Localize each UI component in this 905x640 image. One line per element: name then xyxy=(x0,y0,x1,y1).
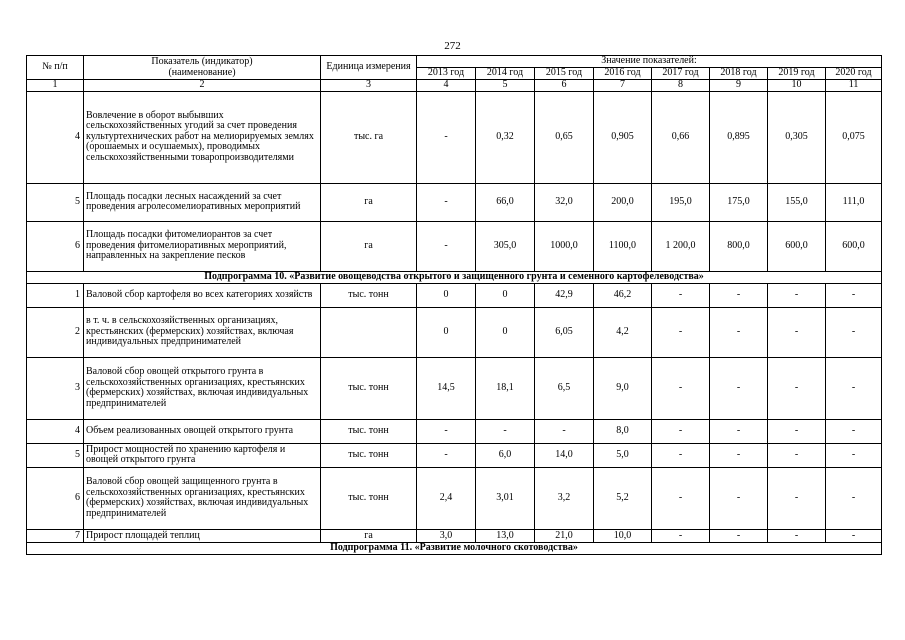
row-value: - xyxy=(652,529,710,543)
row-unit: тыс. тонн xyxy=(321,419,417,443)
table-row xyxy=(27,283,882,307)
row-value: 4,2 xyxy=(594,307,652,357)
row-indicator: Площадь посадки фитомелиорантов за счет проведения фитомелиоративных мероприятий, направленных на закрепление песков xyxy=(84,221,321,271)
row-num: 5 xyxy=(27,183,84,221)
row-value: 46,2 xyxy=(594,283,652,307)
row-value: - xyxy=(826,443,882,467)
header-values: Значение показателей: xyxy=(417,56,882,68)
header-num: № п/п xyxy=(27,56,84,80)
header-unit: Единица измерения xyxy=(321,56,417,80)
subprogram-title: Подпрограмма 11. «Развитие молочного скотоводства» xyxy=(27,543,882,555)
row-num: 6 xyxy=(27,467,84,529)
row-value: 9,0 xyxy=(594,357,652,419)
row-value: - xyxy=(417,419,476,443)
table-row xyxy=(27,443,882,467)
row-value: 0 xyxy=(476,283,535,307)
header-year: 2013 год xyxy=(417,68,476,80)
column-index: 8 xyxy=(652,80,710,92)
column-index: 7 xyxy=(594,80,652,92)
row-value: 175,0 xyxy=(710,183,768,221)
header-year: 2014 год xyxy=(476,68,535,80)
row-value: - xyxy=(768,419,826,443)
table-row xyxy=(27,357,882,419)
row-value: - xyxy=(768,443,826,467)
header-year: 2020 год xyxy=(826,68,882,80)
row-indicator: Валовой сбор картофеля во всех категориях хозяйств xyxy=(84,283,321,307)
row-num: 7 xyxy=(27,529,84,543)
column-index: 2 xyxy=(84,80,321,92)
row-value: - xyxy=(826,307,882,357)
row-value: 0,65 xyxy=(535,91,594,183)
column-index: 11 xyxy=(826,80,882,92)
row-value: - xyxy=(826,419,882,443)
row-indicator: в т. ч. в сельскохозяйственных организациях, крестьянских (фермерских) хозяйствах, включая индивидуальных предпринимателей xyxy=(84,307,321,357)
row-value: - xyxy=(652,307,710,357)
row-value: - xyxy=(652,357,710,419)
row-value: - xyxy=(826,357,882,419)
row-value: - xyxy=(417,91,476,183)
row-value: - xyxy=(652,283,710,307)
row-num: 1 xyxy=(27,283,84,307)
table-row xyxy=(27,91,882,183)
row-value: 0,905 xyxy=(594,91,652,183)
table-row xyxy=(27,529,882,543)
row-unit: га xyxy=(321,221,417,271)
column-index: 3 xyxy=(321,80,417,92)
column-index: 6 xyxy=(535,80,594,92)
row-value: - xyxy=(535,419,594,443)
header-year: 2017 год xyxy=(652,68,710,80)
row-unit: тыс. тонн xyxy=(321,467,417,529)
row-value: 3,01 xyxy=(476,467,535,529)
row-num: 2 xyxy=(27,307,84,357)
table-row xyxy=(27,307,882,357)
row-value: 66,0 xyxy=(476,183,535,221)
row-value: - xyxy=(710,283,768,307)
row-num: 3 xyxy=(27,357,84,419)
header-year: 2015 год xyxy=(535,68,594,80)
row-indicator: Прирост площадей теплиц xyxy=(84,529,321,543)
row-value: 0,66 xyxy=(652,91,710,183)
column-index: 10 xyxy=(768,80,826,92)
row-value: 5,0 xyxy=(594,443,652,467)
row-value: - xyxy=(710,307,768,357)
indicators-table xyxy=(26,55,882,555)
table-row xyxy=(27,467,882,529)
column-index: 1 xyxy=(27,80,84,92)
row-value: 1000,0 xyxy=(535,221,594,271)
row-indicator: Вовлечение в оборот выбывших сельскохозяйственных угодий за счет проведения культуртехнических работ на мелиорируемых землях (орошаемых и осушаемых), проводимых сельскохозяйственными товаропроизводителями xyxy=(84,91,321,183)
row-num: 6 xyxy=(27,221,84,271)
row-value: 0,895 xyxy=(710,91,768,183)
header-year: 2018 год xyxy=(710,68,768,80)
row-value: - xyxy=(476,419,535,443)
header-year: 2019 год xyxy=(768,68,826,80)
row-value: 0,32 xyxy=(476,91,535,183)
row-indicator: Прирост мощностей по хранению картофеля и овощей открытого грунта xyxy=(84,443,321,467)
row-value: - xyxy=(826,467,882,529)
subprogram-title: Подпрограмма 10. «Развитие овощеводства открытого и защищенного грунта и семенного картофелеводства» xyxy=(27,271,882,283)
row-value: 0,305 xyxy=(768,91,826,183)
row-value: 18,1 xyxy=(476,357,535,419)
row-unit: га xyxy=(321,183,417,221)
page-number: 272 xyxy=(444,40,461,52)
row-value: 10,0 xyxy=(594,529,652,543)
row-unit: тыс. га xyxy=(321,91,417,183)
row-value: 600,0 xyxy=(768,221,826,271)
column-index: 9 xyxy=(710,80,768,92)
row-value: - xyxy=(826,283,882,307)
row-value: 14,5 xyxy=(417,357,476,419)
row-indicator: Площадь посадки лесных насаждений за счет проведения агролесомелиоративных мероприятий xyxy=(84,183,321,221)
row-value: 0 xyxy=(476,307,535,357)
column-index: 5 xyxy=(476,80,535,92)
row-value: 1100,0 xyxy=(594,221,652,271)
row-value: - xyxy=(417,221,476,271)
subprogram-row xyxy=(27,271,882,283)
row-value: 600,0 xyxy=(826,221,882,271)
row-value: - xyxy=(417,443,476,467)
row-value: 0 xyxy=(417,307,476,357)
row-value: - xyxy=(417,183,476,221)
row-value: - xyxy=(768,283,826,307)
row-value: 155,0 xyxy=(768,183,826,221)
row-value: 42,9 xyxy=(535,283,594,307)
row-num: 5 xyxy=(27,443,84,467)
row-value: - xyxy=(652,467,710,529)
row-value: - xyxy=(652,419,710,443)
row-value: 800,0 xyxy=(710,221,768,271)
header-indicator: Показатель (индикатор) (наименование) xyxy=(84,56,321,80)
row-value: 3,0 xyxy=(417,529,476,543)
row-unit xyxy=(321,307,417,357)
subprogram-row xyxy=(27,543,882,555)
row-value: - xyxy=(710,357,768,419)
row-value: - xyxy=(710,419,768,443)
row-value: 111,0 xyxy=(826,183,882,221)
row-num: 4 xyxy=(27,419,84,443)
column-index-row xyxy=(27,80,882,92)
table-row xyxy=(27,419,882,443)
row-value: 0,075 xyxy=(826,91,882,183)
row-unit: тыс. тонн xyxy=(321,443,417,467)
row-value: 3,2 xyxy=(535,467,594,529)
row-value: 13,0 xyxy=(476,529,535,543)
row-value: - xyxy=(710,467,768,529)
row-value: 305,0 xyxy=(476,221,535,271)
row-value: 2,4 xyxy=(417,467,476,529)
row-value: 1 200,0 xyxy=(652,221,710,271)
row-value: - xyxy=(826,529,882,543)
row-value: 6,5 xyxy=(535,357,594,419)
table-row xyxy=(27,221,882,271)
table-row xyxy=(27,183,882,221)
row-indicator: Валовой сбор овощей открытого грунта в сельскохозяйственных организациях, крестьянских (фермерских) хозяйствах, включая индивидуальных предпринимателей xyxy=(84,357,321,419)
row-value: - xyxy=(710,443,768,467)
row-value: - xyxy=(768,357,826,419)
row-value: 0 xyxy=(417,283,476,307)
row-unit: тыс. тонн xyxy=(321,283,417,307)
row-unit: га xyxy=(321,529,417,543)
column-index: 4 xyxy=(417,80,476,92)
row-value: 5,2 xyxy=(594,467,652,529)
row-value: 8,0 xyxy=(594,419,652,443)
row-value: 32,0 xyxy=(535,183,594,221)
header-year: 2016 год xyxy=(594,68,652,80)
row-value: - xyxy=(768,529,826,543)
row-unit: тыс. тонн xyxy=(321,357,417,419)
row-value: 195,0 xyxy=(652,183,710,221)
row-value: - xyxy=(710,529,768,543)
row-value: - xyxy=(652,443,710,467)
row-indicator: Валовой сбор овощей защищенного грунта в сельскохозяйственных организациях, крестьянских (фермерских) хозяйствах, включая индивидуальных предпринимателей xyxy=(84,467,321,529)
row-value: 21,0 xyxy=(535,529,594,543)
row-value: 14,0 xyxy=(535,443,594,467)
row-value: 6,05 xyxy=(535,307,594,357)
row-num: 4 xyxy=(27,91,84,183)
row-value: - xyxy=(768,307,826,357)
row-indicator: Объем реализованных овощей открытого грунта xyxy=(84,419,321,443)
row-value: 6,0 xyxy=(476,443,535,467)
row-value: 200,0 xyxy=(594,183,652,221)
row-value: - xyxy=(768,467,826,529)
